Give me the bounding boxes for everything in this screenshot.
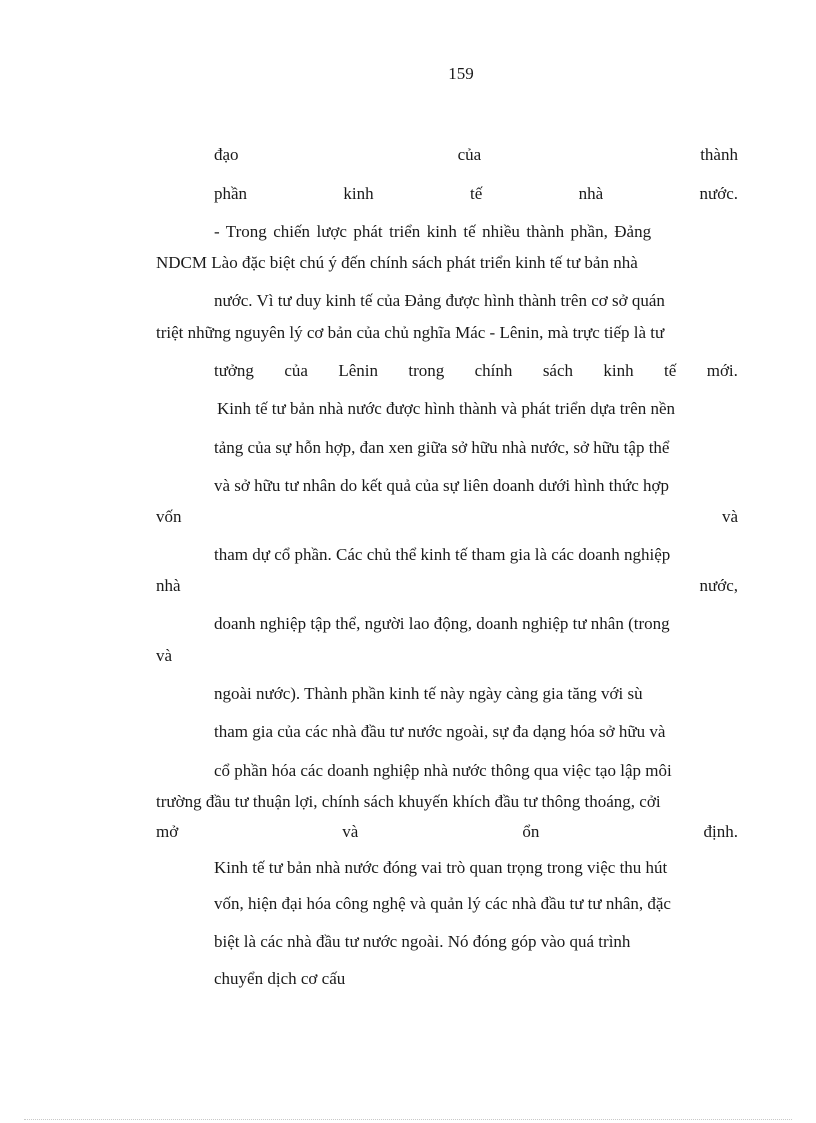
word: mới. bbox=[706, 361, 738, 380]
text-line-content: Kinh tế tư bản nhà nước được hình thành và phát triển dựa trên nền bbox=[217, 399, 675, 418]
word: nhà bbox=[156, 576, 181, 595]
text-line bbox=[156, 575, 738, 597]
word: thành bbox=[700, 145, 738, 164]
word: vốn bbox=[156, 507, 182, 526]
page-number: 159 bbox=[448, 64, 474, 83]
text-line bbox=[214, 683, 738, 705]
text-line-content: trường đầu tư thuận lợi, chính sách khuyến khích đầu tư thông thoáng, cởi bbox=[156, 792, 661, 811]
text-line-content: - Trong chiến lược phát triển kinh tế nhiều thành phần, Đảng bbox=[214, 222, 652, 241]
text-line bbox=[214, 437, 738, 459]
page-bottom-border bbox=[24, 1119, 792, 1120]
text-line-content: nước. Vì tư duy kinh tế của Đảng được hình thành trên cơ sở quán bbox=[214, 291, 665, 310]
word: sách bbox=[542, 361, 574, 380]
word: Lênin bbox=[338, 361, 378, 380]
text-line bbox=[214, 221, 738, 243]
word: mở bbox=[156, 822, 179, 841]
word: kinh bbox=[603, 361, 634, 380]
text-line bbox=[214, 857, 738, 879]
text-line-content: và bbox=[156, 646, 173, 665]
text-line bbox=[156, 252, 738, 274]
text-line-content: chuyển dịch cơ cấu bbox=[214, 969, 346, 988]
text-line bbox=[217, 398, 675, 420]
text-line-content: doanh nghiệp tập thể, người lao động, doanh nghiệp tư nhân (trong bbox=[214, 614, 670, 633]
text-line bbox=[214, 893, 738, 915]
text-line bbox=[214, 613, 738, 635]
word: phần bbox=[214, 184, 248, 203]
text-line bbox=[214, 183, 738, 205]
word: tưởng bbox=[214, 361, 254, 380]
text-line bbox=[214, 360, 738, 382]
word: định. bbox=[703, 822, 738, 841]
text-line bbox=[214, 968, 738, 990]
text-line-content: cổ phần hóa các doanh nghiệp nhà nước thông qua việc tạo lập môi bbox=[214, 761, 672, 780]
word: đạo bbox=[214, 145, 239, 164]
word: kinh bbox=[343, 184, 374, 203]
word: của bbox=[457, 145, 482, 164]
text-line bbox=[156, 821, 738, 843]
text-line bbox=[156, 791, 738, 813]
word: nước, bbox=[699, 576, 738, 595]
text-line bbox=[214, 760, 738, 782]
text-line bbox=[214, 931, 738, 953]
text-line-content: tảng của sự hỗn hợp, đan xen giữa sở hữu nhà nước, sở hữu tập thể bbox=[214, 438, 670, 457]
word: và bbox=[721, 507, 738, 526]
text-line-content: tham gia của các nhà đầu tư nước ngoài, sự đa dạng hóa sở hữu và bbox=[214, 722, 666, 741]
text-line-content: triệt những nguyên lý cơ bản của chủ nghĩa Mác - Lênin, mà trực tiếp là tư bbox=[156, 323, 665, 342]
text-line bbox=[214, 144, 738, 166]
text-line bbox=[214, 475, 738, 497]
text-line bbox=[214, 544, 738, 566]
word: nhà bbox=[578, 184, 604, 203]
word: của bbox=[284, 361, 308, 380]
text-line-content: ngoài nước). Thành phần kinh tế này ngày càng gia tăng với sù bbox=[214, 684, 643, 703]
text-line-content: NDCM Lào đặc biệt chú ý đến chính sách phát triển kinh tế tư bản nhà bbox=[156, 253, 638, 272]
text-line bbox=[156, 322, 738, 344]
text-line bbox=[214, 721, 738, 743]
text-line bbox=[156, 506, 738, 528]
word: trong bbox=[408, 361, 445, 380]
word: tế bbox=[664, 361, 677, 380]
text-line-content: và sở hữu tư nhân do kết quả của sự liên doanh dưới hình thức hợp bbox=[214, 476, 669, 495]
text-line-content: vốn, hiện đại hóa công nghệ và quản lý các nhà đầu tư tư nhân, đặc bbox=[214, 894, 671, 913]
word: tế bbox=[469, 184, 483, 203]
word: ổn bbox=[522, 822, 540, 841]
word: và bbox=[342, 822, 359, 841]
text-line bbox=[214, 290, 738, 312]
text-line-content: tham dự cổ phần. Các chủ thể kinh tế tham gia là các doanh nghiệp bbox=[214, 545, 671, 564]
word: nước. bbox=[699, 184, 738, 203]
text-line bbox=[156, 645, 738, 667]
text-line-content: biệt là các nhà đầu tư nước ngoài. Nó đóng góp vào quá trình bbox=[214, 932, 631, 951]
text-line-content: Kinh tế tư bản nhà nước đóng vai trò quan trọng trong việc thu hút bbox=[214, 858, 668, 877]
word: chính bbox=[474, 361, 513, 380]
